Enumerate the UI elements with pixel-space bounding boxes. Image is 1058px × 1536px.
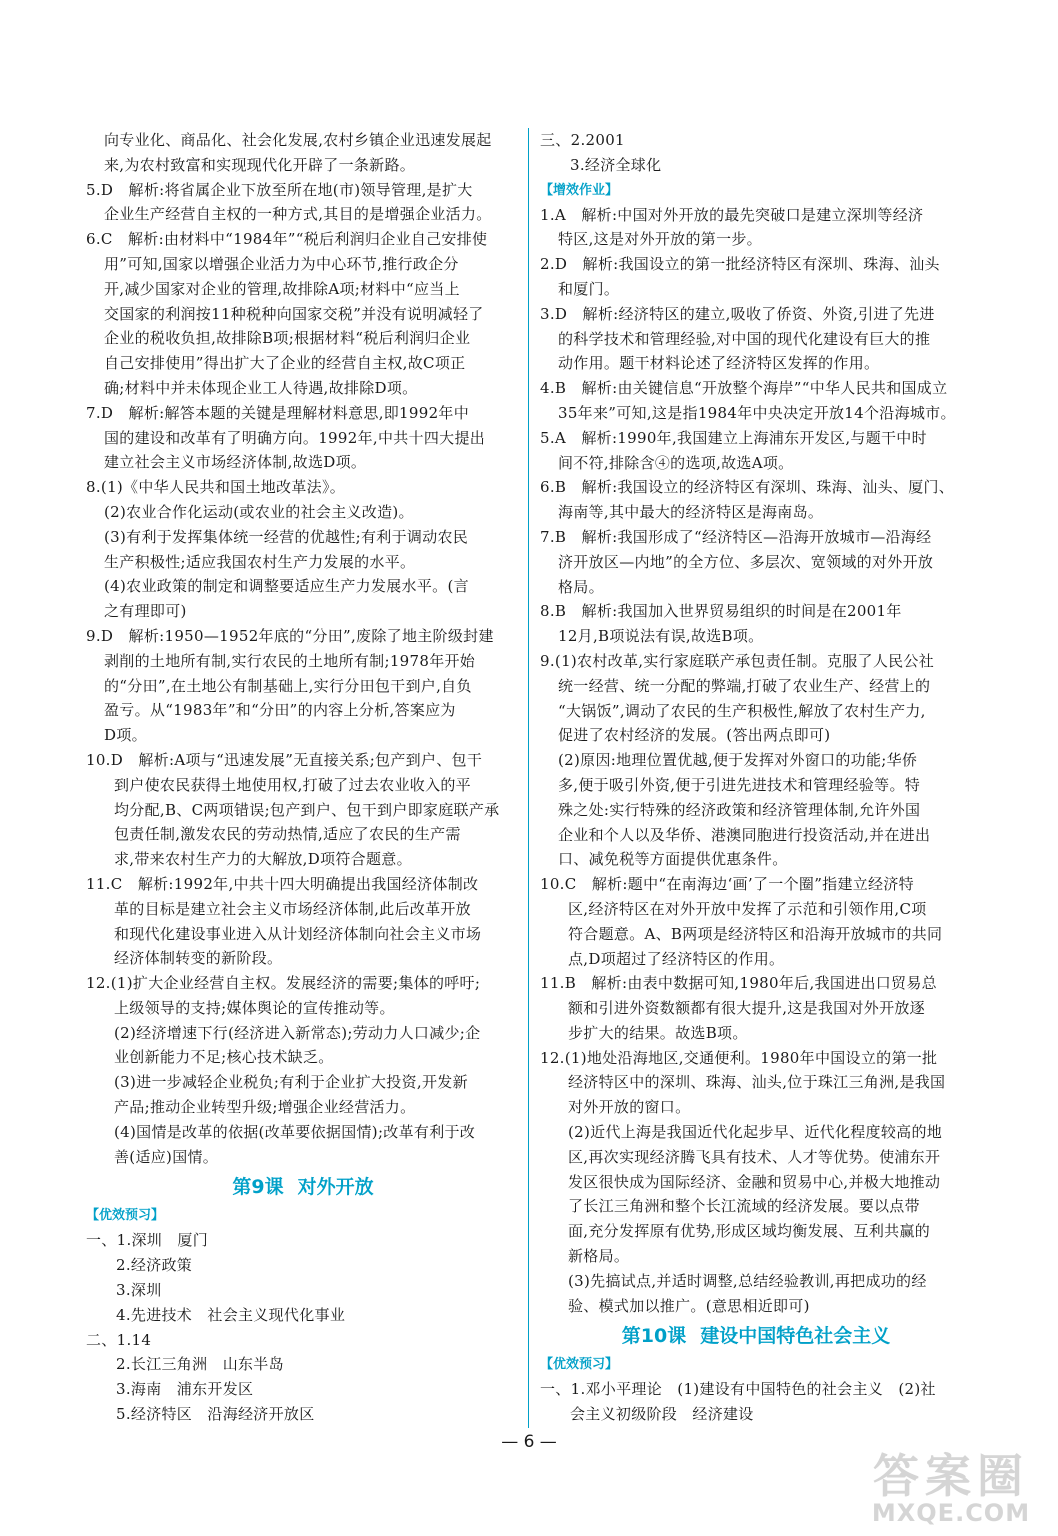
lesson-title — [540, 1321, 972, 1351]
answer-line: 交国家的利润按11种税种向国家交税”并没有说明减轻了 — [104, 304, 484, 323]
answer-line: 确;材料中并未体现企业工人待遇,故排除D项。 — [104, 378, 418, 397]
watermark-logo — [866, 1449, 1036, 1527]
answer-line: 经济特区中的深圳、珠海、汕头,位于珠江三角洲,是我国 — [568, 1073, 946, 1092]
answer-line: 用”可知,国家以增强企业活力为中心环节,推行政企分 — [104, 254, 459, 273]
answer-line: 6.B 解析:我国设立的经济特区有深圳、珠海、汕头、厦门、 — [540, 478, 955, 497]
answer-line: (2)近代上海是我国近代化起步早、近代化程度较高的地 — [568, 1123, 943, 1142]
answer-line: 殊之处:实行特殊的经济政策和经济管理体制,允许外国 — [558, 800, 921, 819]
answer-line: 8.(1)《中华人民共和国土地改革法》。 — [86, 478, 346, 497]
answer-line: 了长江三角洲和整个长江流域的经济发展。要以点带 — [568, 1197, 920, 1216]
answer-line: 促进了农村经济的发展。(答出两点即可) — [558, 726, 831, 745]
answer-line: 12月,B项说法有误,故选B项。 — [558, 627, 764, 646]
answer-line: 点,D项超过了经济特区的作用。 — [568, 949, 785, 968]
answer-line: 建立社会主义市场经济体制,故选D项。 — [104, 453, 367, 472]
answer-line: 口、减免税等方面提供优惠条件。 — [558, 850, 788, 869]
answer-line: 区,再次实现经济腾飞具有技术、人才等优势。使浦东开 — [568, 1147, 941, 1166]
answer-line: 生产积极性;适应我国农村生产力发展的水平。 — [104, 552, 416, 571]
answer-line: 和现代化建设事业进入从计划经济体制向社会主义市场 — [114, 924, 482, 943]
answer-line: 1.A 解析:中国对外开放的最先突破口是建立深圳等经济 — [540, 205, 924, 224]
answer-line: 来,为农村致富和实现现代化开辟了一条新路。 — [104, 155, 416, 174]
answer-line: 发区很快成为国际经济、金融和贸易中心,并极大地推动 — [568, 1172, 941, 1191]
answer-line: 产品;推动企业转型升级;增强企业经营活力。 — [114, 1098, 416, 1117]
answer-line: 经济体制转变的新阶段。 — [114, 949, 283, 968]
answer-line: 开,减少国家对企业的管理,故排除A项;材料中“应当上 — [104, 279, 460, 298]
answer-line: 国的建设和改革有了明确方向。1992年,中共十四大提出 — [104, 428, 486, 447]
answer-line: 企业的税收负担,故排除B项;根据材料“税后利润归企业 — [104, 329, 471, 348]
answer-line: 上级领导的支持;媒体舆论的宣传推动等。 — [114, 998, 395, 1017]
answer-line: 4.B 解析:由关键信息“开放整个海岸”“中华人民共和国成立 — [540, 379, 948, 398]
answer-line: 10.C 解析:题中“在南海边‘画’了一个圈”指建立经济特 — [540, 875, 914, 894]
answer-line: 8.B 解析:我国加入世界贸易组织的时间是在2001年 — [540, 602, 902, 621]
answer-line: 革的目标是建立社会主义市场经济体制,此后改革开放 — [114, 899, 471, 918]
answer-line: 之有理即可) — [104, 602, 187, 621]
answer-line: 到户使农民获得土地使用权,打破了过去农业收入的平 — [114, 775, 471, 794]
answer-line: 特区,这是对外开放的第一步。 — [558, 230, 762, 249]
answer-line: 对外开放的窗口。 — [568, 1098, 691, 1117]
answer-line: 9.(1)农村改革,实行家庭联产承包责任制。克服了人民公社 — [540, 651, 935, 670]
answer-line: 2.经济政策 — [116, 1256, 193, 1275]
answer-line: 格局。 — [558, 577, 604, 596]
section-tag: 【增效作业】 — [540, 182, 619, 198]
answer-line: 均分配,B、C两项错误;包产到户、包干到户即家庭联产承 — [114, 800, 500, 819]
answer-line: (3)有利于发挥集体统一经营的优越性;有利于调动农民 — [104, 527, 469, 546]
lesson-name: 建设中国特色社会主义 — [700, 1325, 891, 1348]
lesson-number: 第10课 — [621, 1325, 687, 1348]
answer-line: 剥削的土地所有制,实行农民的土地所有制;1978年开始 — [104, 651, 476, 670]
section-tag: 【优效预习】 — [86, 1208, 165, 1224]
answer-line: 5.D 解析:将省属企业下放至所在地(市)领导管理,是扩大 — [86, 180, 473, 199]
page-number: — 6 — — [501, 1432, 557, 1452]
lesson-number: 第9课 — [232, 1176, 284, 1199]
answer-line: 11.C 解析:1992年,中共十四大明确提出我国经济体制改 — [86, 874, 479, 893]
answer-line: (2)经济增速下行(经济进入新常态);劳动力人口减少;企 — [114, 1023, 481, 1042]
answer-line: 自己安排使用”得出扩大了企业的经营自主权,故C项正 — [104, 354, 466, 373]
answer-line: 统一经营、统一分配的弊端,打破了农业生产、经营上的 — [558, 676, 931, 695]
answer-line: 2.D 解析:我国设立的第一批经济特区有深圳、珠海、汕头 — [540, 255, 940, 274]
answer-line: 4.先进技术 社会主义现代化事业 — [116, 1305, 346, 1324]
answer-line: 11.B 解析:由表中数据可知,1980年后,我国进出口贸易总 — [540, 974, 937, 993]
answer-line: 步扩大的结果。故选B项。 — [568, 1023, 748, 1042]
answer-line: 和厦门。 — [558, 279, 620, 298]
answer-line: 三、2.2001 — [540, 131, 625, 149]
answer-line: 2.长江三角洲 山东半岛 — [116, 1355, 284, 1374]
answer-line: 9.D 解析:1950—1952年底的“分田”,废除了地主阶级封建 — [86, 626, 494, 645]
section-tag: 【优效预习】 — [540, 1357, 619, 1373]
answer-line: 济开放区—内地”的全方位、多层次、宽领域的对外开放 — [558, 552, 934, 571]
answer-line: 会主义初级阶段 经济建设 — [570, 1405, 754, 1424]
answer-line: “大锅饭”,调动了农民的生产积极性,解放了农村生产力, — [558, 701, 926, 720]
answer-line: 符合题意。A、B两项是经济特区和沿海开放城市的共同 — [568, 924, 943, 943]
answer-line: 3.海南 浦东开发区 — [116, 1380, 254, 1399]
answer-line: 5.经济特区 沿海经济开放区 — [116, 1405, 315, 1424]
answer-line: 新格局。 — [568, 1247, 630, 1266]
answer-line: (4)国情是改革的依据(改革要依据国情);改革有利于改 — [114, 1122, 476, 1141]
answer-line: 验、模式加以推广。(意思相近即可) — [568, 1296, 810, 1315]
answer-line: 盈亏。从“1983年”和“分田”的内容上分析,答案应为 — [104, 701, 456, 720]
answer-line: 动作用。题干材料论述了经济特区发挥的作用。 — [558, 354, 880, 373]
answer-line: D项。 — [104, 726, 147, 745]
answer-line: 业创新能力不足;核心技术缺乏。 — [114, 1048, 334, 1067]
answer-line: 二、1.14 — [86, 1330, 152, 1349]
answer-line: 12.(1)地处沿海地区,交通便利。1980年中国设立的第一批 — [540, 1048, 938, 1067]
answer-line: 额和引进外资数额都有很大提升,这是我国对外开放逐 — [568, 999, 925, 1018]
answer-line: 多,便于吸引外资,便于引进先进技术和管理经验等。特 — [558, 775, 921, 794]
answer-line: 10.D 解析:A项与“迅速发展”无直接关系;包产到户、包干 — [86, 750, 483, 769]
lesson-title — [86, 1172, 520, 1202]
answer-line: (4)农业政策的制定和调整要适应生产力发展水平。(言 — [104, 577, 469, 596]
answer-line: 求,带来农村生产力的大解放,D项符合题意。 — [114, 850, 412, 869]
answer-line: 向专业化、商品化、社会化发展,农村乡镇企业迅速发展起 — [104, 131, 492, 149]
answer-line: 3.深圳 — [116, 1281, 162, 1300]
answer-line: (3)进一步减轻企业税负;有利于企业扩大投资,开发新 — [114, 1073, 468, 1092]
answer-line: 间不符,排除含④的选项,故选A项。 — [558, 453, 794, 472]
answer-line: 12.(1)扩大企业经营自主权。发展经济的需要;集体的呼吁; — [86, 974, 481, 993]
answer-line: 一、1.深圳 厦门 — [86, 1231, 209, 1250]
answer-line: 的科学技术和管理经验,对中国的现代化建设有巨大的推 — [558, 329, 931, 348]
answer-line: 3.D 解析:经济特区的建立,吸收了侨资、外资,引进了先进 — [540, 304, 935, 323]
answer-line: 面,充分发挥原有优势,形成区域均衡发展、互利共赢的 — [568, 1222, 931, 1241]
column-divider — [528, 128, 529, 1428]
answer-line: (3)先搞试点,并适时调整,总结经验教训,再把成功的经 — [568, 1271, 927, 1290]
answer-line: 包责任制,激发农民的劳动热情,适应了农民的生产需 — [114, 825, 461, 844]
answer-line: 企业生产经营自主权的一种方式,其目的是增强企业活力。 — [104, 205, 492, 224]
answer-line: 6.C 解析:由材料中“1984年”“税后利润归企业自己安排使 — [86, 230, 488, 249]
answer-line: (2)农业合作化运动(或农业的社会主义改造)。 — [104, 502, 414, 521]
watermark-bottom: MXQE.COM — [871, 1499, 1031, 1527]
answer-line: 的“分田”,在土地公有制基础上,实行分田包干到户,自负 — [104, 676, 472, 695]
lesson-name: 对外开放 — [297, 1176, 374, 1199]
answer-line: 海南等,其中最大的经济特区是海南岛。 — [558, 503, 824, 522]
answer-line: (2)原因:地理位置优越,便于发挥对外窗口的功能;华侨 — [558, 751, 918, 770]
answer-line: 7.D 解析:解答本题的关键是理解材料意思,即1992年中 — [86, 403, 470, 422]
answer-line: 企业和个人以及华侨、港澳同胞进行投资活动,并在进出 — [558, 825, 931, 844]
right-column — [540, 128, 972, 1427]
watermark-top: 答案圈 — [873, 1449, 1029, 1503]
answer-line: 3.经济全球化 — [570, 155, 662, 174]
answer-line: 善(适应)国情。 — [114, 1147, 219, 1166]
answer-line: 7.B 解析:我国形成了“经济特区—沿海开放城市—沿海经 — [540, 527, 932, 546]
answer-line: 区,经济特区在对外开放中发挥了示范和引领作用,C项 — [568, 899, 927, 918]
left-column — [86, 128, 520, 1427]
answer-line: 5.A 解析:1990年,我国建立上海浦东开发区,与题干中时 — [540, 428, 927, 447]
answer-line: 一、1.邓小平理论 (1)建设有中国特色的社会主义 (2)社 — [540, 1380, 936, 1399]
answer-line: 35年来”可知,这是指1984年中央决定开放14个沿海城市。 — [558, 403, 956, 422]
